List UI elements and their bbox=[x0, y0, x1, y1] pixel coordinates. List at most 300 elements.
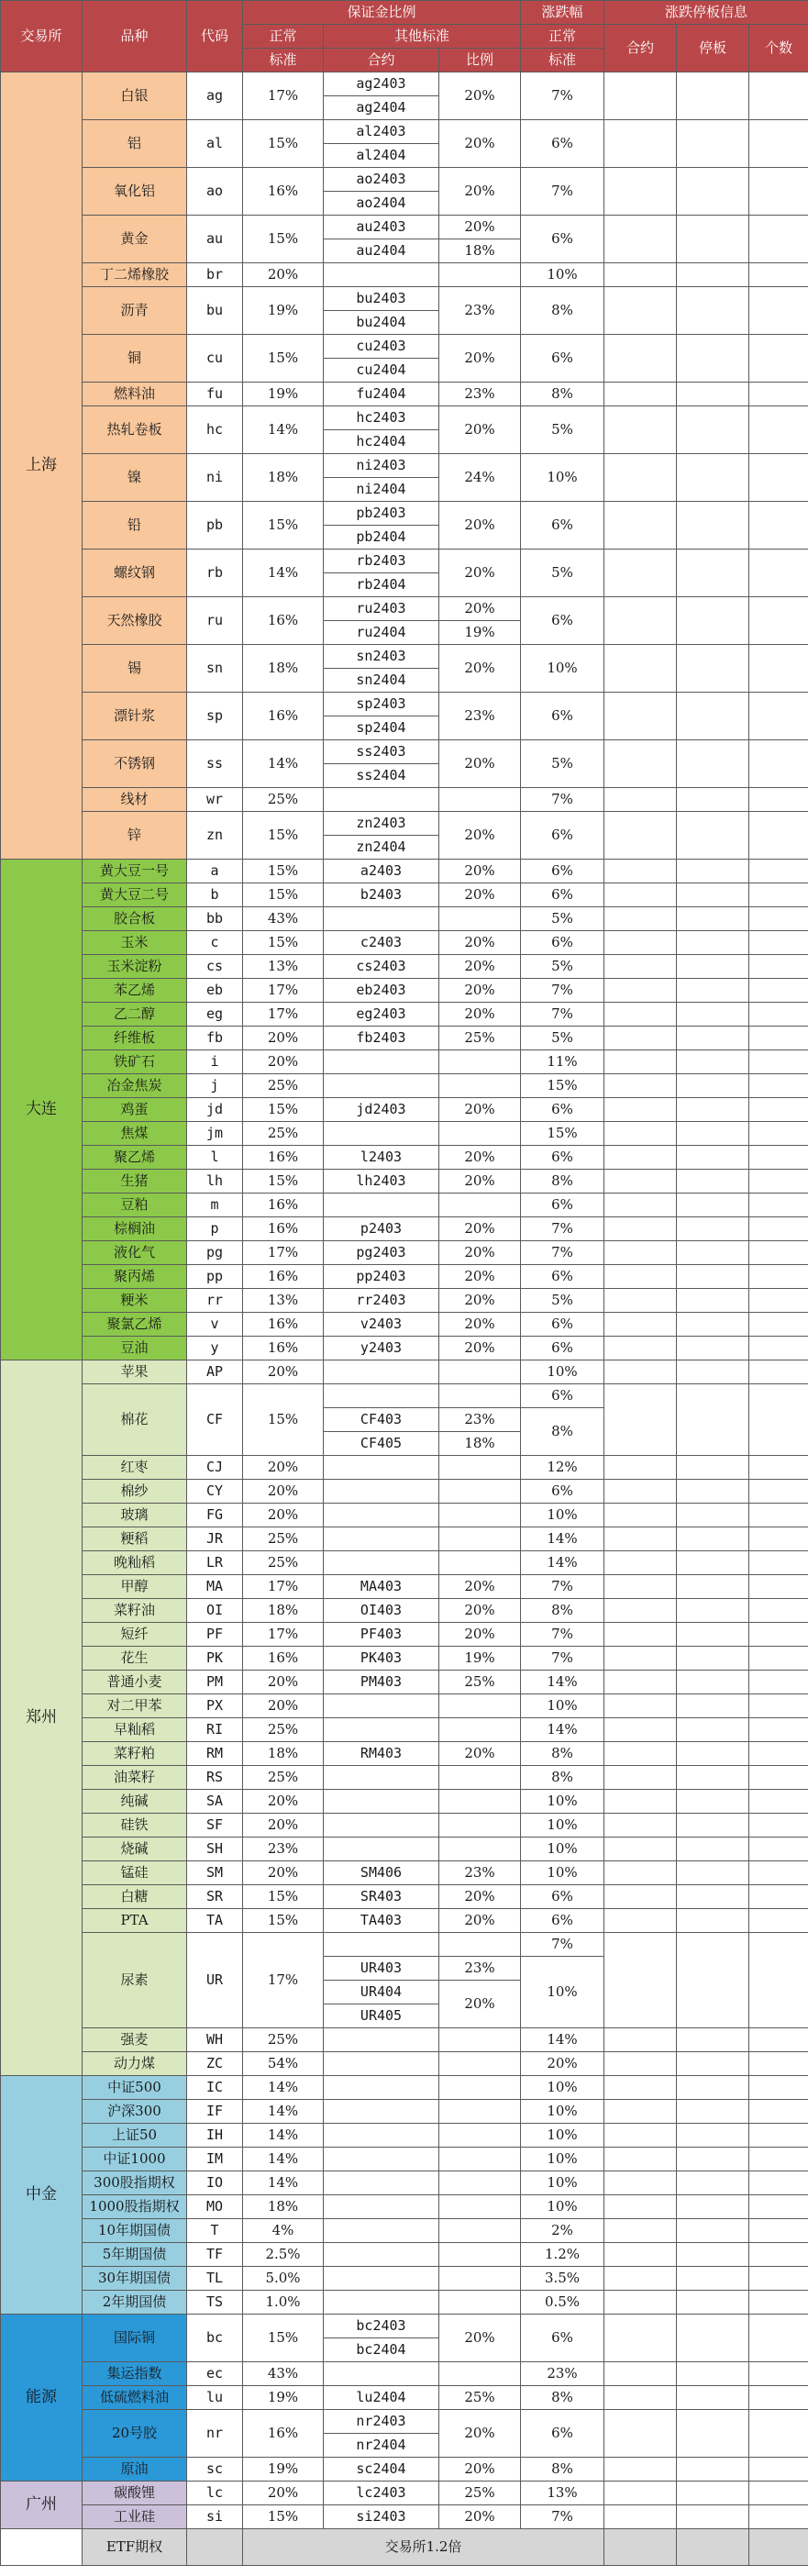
info-count-cell bbox=[749, 168, 808, 216]
info-contract-cell bbox=[604, 883, 677, 907]
info-contract-cell bbox=[604, 2100, 677, 2124]
ratio-cell bbox=[439, 2195, 521, 2219]
limit-standard: 6% bbox=[521, 2315, 604, 2362]
ratio-cell: 20% bbox=[439, 1742, 521, 1766]
limit-standard: 5% bbox=[521, 550, 604, 597]
info-count-cell bbox=[749, 1027, 808, 1050]
info-contract-cell bbox=[604, 2052, 677, 2076]
ratio-cell: 20% bbox=[439, 1909, 521, 1933]
info-contract-cell bbox=[604, 2243, 677, 2267]
limit-standard: 6% bbox=[521, 216, 604, 263]
info-count-cell bbox=[749, 645, 808, 693]
table-row bbox=[1, 740, 808, 764]
info-count-cell bbox=[749, 1313, 808, 1337]
info-stop-cell bbox=[677, 1050, 749, 1074]
info-count-cell bbox=[749, 216, 808, 263]
ratio-cell: 20% bbox=[439, 1337, 521, 1360]
info-count-cell bbox=[749, 287, 808, 335]
info-contract-cell bbox=[604, 2362, 677, 2386]
variety-code: JR bbox=[187, 1527, 243, 1551]
info-contract-cell bbox=[604, 1265, 677, 1289]
variety-name: 棉纱 bbox=[83, 1480, 187, 1504]
info-count-cell bbox=[749, 1790, 808, 1814]
contract-cell bbox=[324, 1718, 439, 1742]
margin-standard: 16% bbox=[243, 1265, 324, 1289]
limit-standard: 6% bbox=[521, 1337, 604, 1360]
variety-code: AP bbox=[187, 1360, 243, 1384]
variety-code: PM bbox=[187, 1671, 243, 1694]
ratio-cell: 20% bbox=[439, 406, 521, 454]
variety-code: l bbox=[187, 1146, 243, 1170]
variety-code: PK bbox=[187, 1647, 243, 1671]
variety-code: si bbox=[187, 2505, 243, 2529]
margin-standard: 16% bbox=[243, 693, 324, 740]
info-contract-cell bbox=[604, 1623, 677, 1647]
info-stop-cell bbox=[677, 1599, 749, 1623]
margin-standard: 19% bbox=[243, 2458, 324, 2482]
variety-code: jd bbox=[187, 1098, 243, 1122]
table-row bbox=[1, 883, 808, 907]
margin-standard: 15% bbox=[243, 860, 324, 883]
variety-code: IH bbox=[187, 2124, 243, 2148]
variety-name: 玉米 bbox=[83, 931, 187, 955]
ratio-cell bbox=[439, 1456, 521, 1480]
ratio-cell bbox=[439, 2124, 521, 2148]
exchange-name: 中金 bbox=[1, 2076, 83, 2315]
limit-standard: 6% bbox=[521, 1480, 604, 1504]
limit-standard: 10% bbox=[521, 2171, 604, 2195]
margin-standard: 15% bbox=[243, 216, 324, 263]
margin-standard: 25% bbox=[243, 1074, 324, 1098]
info-count-cell bbox=[749, 1694, 808, 1718]
info-count-cell bbox=[749, 1718, 808, 1742]
contract-cell: lc2403 bbox=[324, 2482, 439, 2505]
margin-standard: 18% bbox=[243, 454, 324, 502]
info-count-cell bbox=[749, 550, 808, 597]
info-count-cell bbox=[749, 955, 808, 979]
variety-code: SH bbox=[187, 1838, 243, 1861]
contract-cell: cu2403 bbox=[324, 335, 439, 359]
variety-code: WH bbox=[187, 2028, 243, 2052]
ratio-cell: 20% bbox=[439, 2458, 521, 2482]
footer-empty-cell bbox=[677, 2529, 749, 2566]
info-count-cell bbox=[749, 931, 808, 955]
info-contract-cell bbox=[604, 1909, 677, 1933]
ratio-cell: 20% bbox=[439, 1313, 521, 1337]
info-stop-cell bbox=[677, 1504, 749, 1527]
info-contract-cell bbox=[604, 1122, 677, 1146]
table-row bbox=[1, 1480, 808, 1504]
variety-code: PX bbox=[187, 1694, 243, 1718]
table-row bbox=[1, 1456, 808, 1480]
ratio-cell: 20% bbox=[439, 1599, 521, 1623]
variety-code: IF bbox=[187, 2100, 243, 2124]
variety-code: IO bbox=[187, 2171, 243, 2195]
exchange-name: 能源 bbox=[1, 2315, 83, 2482]
info-count-cell bbox=[749, 883, 808, 907]
info-contract-cell bbox=[604, 1003, 677, 1027]
contract-cell bbox=[324, 1694, 439, 1718]
variety-name: PTA bbox=[83, 1909, 187, 1933]
variety-code: fu bbox=[187, 383, 243, 406]
limit-standard: 10% bbox=[521, 2076, 604, 2100]
table-row bbox=[1, 931, 808, 955]
col-header-ratio: 比例 bbox=[439, 49, 521, 72]
info-count-cell bbox=[749, 1766, 808, 1790]
info-contract-cell bbox=[604, 1718, 677, 1742]
limit-standard: 10% bbox=[521, 645, 604, 693]
table-row bbox=[1, 812, 808, 836]
table-row bbox=[1, 1003, 808, 1027]
contract-cell: zn2404 bbox=[324, 836, 439, 860]
variety-code: TA bbox=[187, 1909, 243, 1933]
ratio-cell: 20% bbox=[439, 1003, 521, 1027]
contract-cell: ss2404 bbox=[324, 764, 439, 788]
ratio-cell bbox=[439, 2076, 521, 2100]
limit-standard: 6% bbox=[521, 597, 604, 645]
info-stop-cell bbox=[677, 287, 749, 335]
contract-cell: b2403 bbox=[324, 883, 439, 907]
limit-standard: 10% bbox=[521, 2195, 604, 2219]
variety-name: 玉米淀粉 bbox=[83, 955, 187, 979]
info-count-cell bbox=[749, 1885, 808, 1909]
variety-code: TL bbox=[187, 2267, 243, 2291]
info-count-cell bbox=[749, 1838, 808, 1861]
variety-name: 漂针浆 bbox=[83, 693, 187, 740]
margin-standard: 13% bbox=[243, 1289, 324, 1313]
info-stop-cell bbox=[677, 335, 749, 383]
limit-standard: 8% bbox=[521, 1170, 604, 1194]
variety-code: y bbox=[187, 1337, 243, 1360]
limit-standard: 8% bbox=[521, 1408, 604, 1456]
table-row bbox=[1, 2171, 808, 2195]
ratio-cell bbox=[439, 1384, 521, 1408]
contract-cell bbox=[324, 1384, 439, 1408]
margin-standard: 43% bbox=[243, 2362, 324, 2386]
limit-standard: 7% bbox=[521, 1217, 604, 1241]
ratio-cell: 23% bbox=[439, 1408, 521, 1432]
info-contract-cell bbox=[604, 979, 677, 1003]
limit-standard: 6% bbox=[521, 1265, 604, 1289]
info-stop-cell bbox=[677, 2386, 749, 2410]
variety-name: 铝 bbox=[83, 120, 187, 168]
contract-cell bbox=[324, 2100, 439, 2124]
variety-name: 粳米 bbox=[83, 1289, 187, 1313]
table-row bbox=[1, 1027, 808, 1050]
variety-code: wr bbox=[187, 788, 243, 812]
limit-standard: 6% bbox=[521, 1885, 604, 1909]
info-stop-cell bbox=[677, 2482, 749, 2505]
info-contract-cell bbox=[604, 1933, 677, 2028]
table-row bbox=[1, 1265, 808, 1289]
margin-standard: 14% bbox=[243, 740, 324, 788]
col-header-standard: 标准 bbox=[243, 49, 324, 72]
contract-cell: ao2404 bbox=[324, 192, 439, 216]
info-stop-cell bbox=[677, 2315, 749, 2362]
limit-standard: 14% bbox=[521, 1551, 604, 1575]
variety-code: RI bbox=[187, 1718, 243, 1742]
info-stop-cell bbox=[677, 2219, 749, 2243]
info-stop-cell bbox=[677, 2124, 749, 2148]
info-count-cell bbox=[749, 1861, 808, 1885]
table-row bbox=[1, 335, 808, 359]
info-count-cell bbox=[749, 2243, 808, 2267]
contract-cell: TA403 bbox=[324, 1909, 439, 1933]
info-stop-cell bbox=[677, 1933, 749, 2028]
limit-standard: 7% bbox=[521, 2505, 604, 2529]
info-stop-cell bbox=[677, 2195, 749, 2219]
contract-cell: ni2403 bbox=[324, 454, 439, 478]
variety-name: 纯碱 bbox=[83, 1790, 187, 1814]
contract-cell: sc2404 bbox=[324, 2458, 439, 2482]
contract-cell bbox=[324, 1122, 439, 1146]
contract-cell: PF403 bbox=[324, 1623, 439, 1647]
contract-cell: ss2403 bbox=[324, 740, 439, 764]
margin-standard: 15% bbox=[243, 502, 324, 550]
info-contract-cell bbox=[604, 1146, 677, 1170]
info-stop-cell bbox=[677, 1838, 749, 1861]
variety-name: 氧化铝 bbox=[83, 168, 187, 216]
margin-standard: 17% bbox=[243, 72, 324, 120]
margin-standard: 4% bbox=[243, 2219, 324, 2243]
limit-standard: 15% bbox=[521, 1122, 604, 1146]
info-stop-cell bbox=[677, 454, 749, 502]
table-row bbox=[1, 1742, 808, 1766]
margin-standard: 20% bbox=[243, 1671, 324, 1694]
margin-standard: 16% bbox=[243, 597, 324, 645]
table-row bbox=[1, 550, 808, 573]
table-row bbox=[1, 1098, 808, 1122]
info-count-cell bbox=[749, 1194, 808, 1217]
ratio-cell bbox=[439, 2052, 521, 2076]
limit-extra: 6% bbox=[521, 1384, 604, 1408]
contract-cell: pg2403 bbox=[324, 1241, 439, 1265]
info-contract-cell bbox=[604, 1360, 677, 1384]
exchange-name: 上海 bbox=[1, 72, 83, 860]
ratio-cell: 20% bbox=[439, 216, 521, 239]
info-contract-cell bbox=[604, 1766, 677, 1790]
ratio-cell: 20% bbox=[439, 1170, 521, 1194]
margin-standard: 25% bbox=[243, 1527, 324, 1551]
info-count-cell bbox=[749, 1122, 808, 1146]
variety-code: lu bbox=[187, 2386, 243, 2410]
margin-standard: 15% bbox=[243, 2315, 324, 2362]
contract-cell: bu2404 bbox=[324, 311, 439, 335]
table-row bbox=[1, 1599, 808, 1623]
info-contract-cell bbox=[604, 1575, 677, 1599]
limit-standard: 12% bbox=[521, 1456, 604, 1480]
info-contract-cell bbox=[604, 120, 677, 168]
contract-cell: c2403 bbox=[324, 931, 439, 955]
contract-cell: ag2404 bbox=[324, 96, 439, 120]
margin-standard: 15% bbox=[243, 120, 324, 168]
variety-name: 燃料油 bbox=[83, 383, 187, 406]
contract-cell bbox=[324, 1194, 439, 1217]
info-contract-cell bbox=[604, 2458, 677, 2482]
footer-label: ETF期权 bbox=[83, 2529, 187, 2566]
variety-name: 镍 bbox=[83, 454, 187, 502]
variety-name: 花生 bbox=[83, 1647, 187, 1671]
info-contract-cell bbox=[604, 931, 677, 955]
margin-standard: 20% bbox=[243, 1694, 324, 1718]
contract-cell: fb2403 bbox=[324, 1027, 439, 1050]
info-stop-cell bbox=[677, 383, 749, 406]
variety-code: eb bbox=[187, 979, 243, 1003]
contract-cell bbox=[324, 2148, 439, 2171]
contract-cell: au2404 bbox=[324, 239, 439, 263]
contract-cell: cu2404 bbox=[324, 359, 439, 383]
info-stop-cell bbox=[677, 1790, 749, 1814]
limit-standard: 11% bbox=[521, 1050, 604, 1074]
contract-cell: UR405 bbox=[324, 2004, 439, 2028]
info-contract-cell bbox=[604, 550, 677, 597]
ratio-cell bbox=[439, 1050, 521, 1074]
variety-name: 白银 bbox=[83, 72, 187, 120]
info-stop-cell bbox=[677, 1575, 749, 1599]
variety-code: rr bbox=[187, 1289, 243, 1313]
ratio-cell bbox=[439, 2243, 521, 2267]
footer-empty-cell bbox=[749, 2529, 808, 2566]
info-stop-cell bbox=[677, 812, 749, 860]
variety-name: 黄大豆一号 bbox=[83, 860, 187, 883]
info-contract-cell bbox=[604, 1694, 677, 1718]
exchange-name: 广州 bbox=[1, 2482, 83, 2529]
col-header-limit-info-group: 涨跌停板信息 bbox=[604, 1, 808, 25]
info-count-cell bbox=[749, 788, 808, 812]
info-contract-cell bbox=[604, 1742, 677, 1766]
variety-name: 原油 bbox=[83, 2458, 187, 2482]
variety-code: UR bbox=[187, 1933, 243, 2028]
info-stop-cell bbox=[677, 1098, 749, 1122]
variety-name: 晚籼稻 bbox=[83, 1551, 187, 1575]
margin-standard: 16% bbox=[243, 2410, 324, 2458]
variety-name: 红枣 bbox=[83, 1456, 187, 1480]
info-contract-cell bbox=[604, 1289, 677, 1313]
margin-standard: 17% bbox=[243, 1575, 324, 1599]
ratio-cell: 20% bbox=[439, 1146, 521, 1170]
limit-standard: 5% bbox=[521, 406, 604, 454]
table-row bbox=[1, 383, 808, 406]
info-stop-cell bbox=[677, 2267, 749, 2291]
contract-cell: SR403 bbox=[324, 1885, 439, 1909]
limit-standard: 6% bbox=[521, 860, 604, 883]
variety-name: 锰硅 bbox=[83, 1861, 187, 1885]
ratio-cell bbox=[439, 2148, 521, 2171]
info-contract-cell bbox=[604, 2410, 677, 2458]
variety-code: b bbox=[187, 883, 243, 907]
info-stop-cell bbox=[677, 2291, 749, 2315]
margin-standard: 15% bbox=[243, 812, 324, 860]
ratio-cell: 25% bbox=[439, 1027, 521, 1050]
variety-name: 国际铜 bbox=[83, 2315, 187, 2362]
contract-cell: sn2403 bbox=[324, 645, 439, 669]
variety-code: ec bbox=[187, 2362, 243, 2386]
info-contract-cell bbox=[604, 216, 677, 263]
limit-standard: 14% bbox=[521, 1671, 604, 1694]
info-contract-cell bbox=[604, 2386, 677, 2410]
info-stop-cell bbox=[677, 1647, 749, 1671]
variety-name: 硅铁 bbox=[83, 1814, 187, 1838]
info-contract-cell bbox=[604, 788, 677, 812]
info-count-cell bbox=[749, 1623, 808, 1647]
contract-cell: pb2404 bbox=[324, 526, 439, 550]
info-contract-cell bbox=[604, 955, 677, 979]
info-count-cell bbox=[749, 1241, 808, 1265]
contract-cell: PM403 bbox=[324, 1671, 439, 1694]
info-stop-cell bbox=[677, 1814, 749, 1838]
margin-standard: 25% bbox=[243, 1718, 324, 1742]
contract-cell bbox=[324, 2243, 439, 2267]
margin-standard: 19% bbox=[243, 2386, 324, 2410]
variety-name: 鸡蛋 bbox=[83, 1098, 187, 1122]
table-row bbox=[1, 1527, 808, 1551]
variety-code: FG bbox=[187, 1504, 243, 1527]
variety-code: bc bbox=[187, 2315, 243, 2362]
info-stop-cell bbox=[677, 502, 749, 550]
ratio-cell: 18% bbox=[439, 1432, 521, 1456]
contract-cell: sn2404 bbox=[324, 669, 439, 693]
variety-name: 豆油 bbox=[83, 1337, 187, 1360]
limit-standard: 8% bbox=[521, 287, 604, 335]
info-stop-cell bbox=[677, 2505, 749, 2529]
info-stop-cell bbox=[677, 1384, 749, 1456]
contract-cell: SM406 bbox=[324, 1861, 439, 1885]
info-contract-cell bbox=[604, 907, 677, 931]
ratio-cell: 20% bbox=[439, 1885, 521, 1909]
info-stop-cell bbox=[677, 1909, 749, 1933]
info-count-cell bbox=[749, 72, 808, 120]
limit-standard: 14% bbox=[521, 1718, 604, 1742]
info-contract-cell bbox=[604, 1504, 677, 1527]
info-contract-cell bbox=[604, 1074, 677, 1098]
ratio-cell bbox=[439, 2267, 521, 2291]
info-stop-cell bbox=[677, 693, 749, 740]
limit-standard: 10% bbox=[521, 454, 604, 502]
info-contract-cell bbox=[604, 2505, 677, 2529]
contract-cell: ao2403 bbox=[324, 168, 439, 192]
ratio-cell: 20% bbox=[439, 2410, 521, 2458]
info-contract-cell bbox=[604, 1527, 677, 1551]
info-count-cell bbox=[749, 1170, 808, 1194]
info-contract-cell bbox=[604, 1599, 677, 1623]
footer-row bbox=[1, 2529, 808, 2566]
info-count-cell bbox=[749, 1050, 808, 1074]
limit-standard: 1.2% bbox=[521, 2243, 604, 2267]
variety-code: IC bbox=[187, 2076, 243, 2100]
info-contract-cell bbox=[604, 2124, 677, 2148]
table-row bbox=[1, 2100, 808, 2124]
variety-code: TF bbox=[187, 2243, 243, 2267]
info-count-cell bbox=[749, 1456, 808, 1480]
limit-standard: 13% bbox=[521, 2482, 604, 2505]
limit-standard: 15% bbox=[521, 1074, 604, 1098]
variety-name: 低硫燃料油 bbox=[83, 2386, 187, 2410]
limit-standard: 6% bbox=[521, 2410, 604, 2458]
limit-standard: 10% bbox=[521, 1504, 604, 1527]
variety-code: SR bbox=[187, 1885, 243, 1909]
table-row bbox=[1, 1694, 808, 1718]
info-count-cell bbox=[749, 1337, 808, 1360]
contract-cell bbox=[324, 2195, 439, 2219]
variety-code: lc bbox=[187, 2482, 243, 2505]
margin-standard: 18% bbox=[243, 2195, 324, 2219]
table-row bbox=[1, 1074, 808, 1098]
contract-cell: l2403 bbox=[324, 1146, 439, 1170]
ratio-cell: 18% bbox=[439, 239, 521, 263]
info-count-cell bbox=[749, 2386, 808, 2410]
info-stop-cell bbox=[677, 931, 749, 955]
col-header-limit-group: 涨跌幅 bbox=[521, 1, 604, 25]
